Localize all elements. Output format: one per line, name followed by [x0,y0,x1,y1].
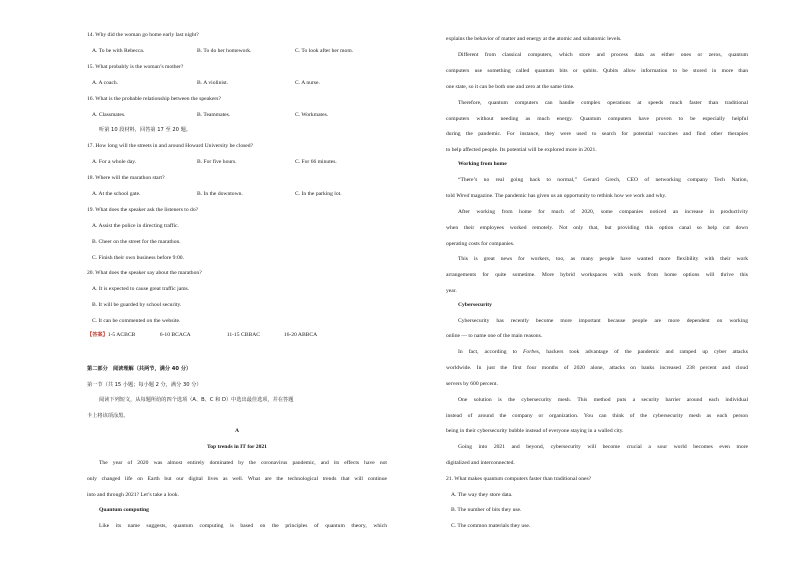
r-line-10-a: told [446,193,457,199]
r-line-22: One solution is the cybersecurity mesh. This method puts a security barrier around each individual [458,397,748,403]
heading-working-from-home: Working from home [458,161,507,167]
q20-stem: 20. What does the speaker say about the marathon? [87,270,202,276]
q19-option-a: A. Assist the police in directing traffic. [92,223,179,229]
q17-option-c: C. For 66 minutes. [295,159,337,165]
q15-options [92,79,320,87]
r-line-16: year. [446,288,457,294]
answer-group-1: 1-5 ACBCB [107,332,136,338]
q19-option-c: C. Finish their own business before 9:00. [92,255,184,261]
r-line-6: computers without needing as much energy. Quantum computers have proven to be especially helpful [446,116,748,122]
r-line-10-b: magazine. The pandemic has given us an opportunity to rethink how we work and why. [469,193,667,199]
wired-magazine-name: Wired [456,193,470,199]
q21-option-c: C. The common materials they use. [451,523,531,529]
r-line-18: online — to name one of the main reasons. [446,333,543,339]
r-line-20: worldwide. In just the first four months of 2020 alone, attacks on banks increased 238 percent and cloud [446,365,748,371]
r-line-9: “There’s no real going back to normal,” Gerard Grech, CEO of networking company Tech Nation, [458,177,748,183]
r-line-10 [446,192,666,200]
r-line-5: Therefore, quantum computers can handle complex operations at speeds much faster than traditional [458,100,748,106]
instructions-line-2: 卡上将该项涂黑。 [87,413,129,419]
q14-stem: 14. Why did the woman go home early last night? [87,32,199,38]
q18-stem: 18. Where will the marathon start? [87,175,165,181]
r-line-23: instead of around the company or organization. You can think of the cybersecurity mesh as each person [446,413,748,419]
instructions-line-1: 阅读下列短文，从每题所给的四个选项（A、B、C 和 D）中选出最佳选项，并在答题 [99,397,294,403]
r-line-4: one state, so it can be both one and zero at the same time. [446,84,575,90]
r-line-19 [458,348,748,356]
q21-option-b: B. The number of bits they use. [451,507,522,513]
q15-stem: 15. What probably is the woman’s mother? [87,64,184,70]
q17-option-a: A. For a whole day. [92,159,137,165]
r-line-15: arrangements for quite sometime. More hybrid workspaces with work from home options will thrive this [446,272,748,278]
answer-key [87,331,317,339]
answer-group-3: 11-15 CBBAC [226,332,260,338]
q17-stem: 17. How long will the streets in and around Howard University be closed? [87,143,254,149]
q15-option-b: B. A violinist. [197,80,229,86]
q19-stem: 19. What does the speaker ask the listeners to do? [87,207,199,213]
q15-option-a: A. A coach. [92,80,119,86]
r-line-7: during the pandemic. For instance, they were used to search for potential vaccines and find other therapies [446,131,748,137]
q18-option-b: B. In the downtown. [197,191,243,197]
q14-options [92,47,353,55]
r-line-12: when their employees worked remotely. Not only that, but providing this option canal so help cut down [446,225,748,231]
r-line-19-a: In fact, according to [458,349,523,355]
q16-option-c: C. Workmates. [295,112,329,118]
r-line-17: Cybersecurity has recently become more important because people are more dependent on working [458,318,748,324]
q16-option-b: B. Teammates. [197,112,231,118]
r-line-8: to help affected people. Its potential will be explored more in 2021. [446,147,597,153]
forbes-name: Forbes [523,349,539,355]
q16-options [92,111,328,119]
r-line-13: operating costs for companies. [446,241,515,247]
q20-option-a: A. It is expected to cause great traffic jams. [92,286,190,292]
passage-title: Top trends in IT for 2021 [207,444,267,450]
r-line-3: computers use something called quantum bits or qubits. Qubits allow information to be stored in more than [446,68,748,74]
r-line-24: being in their cybersecurity bubble instead of everyone staying in a walled city. [446,428,624,434]
passage-letter: A [234,428,240,434]
q16-stem: 16. What is the probable relationship between the speakers? [87,96,221,102]
p1-line-1: The year of 2020 was almost entirely dominated by the coronavirus pandemic, and its effects have not [99,460,387,466]
q16-option-a: A. Classmates. [92,112,126,118]
part2-title: 第二部分 阅读理解（共两节，满分 40 分） [87,366,192,372]
q18-option-a: A. At the school gate. [92,191,141,197]
q15-option-c: C. A nurse. [295,80,320,86]
q19-option-b: B. Cheer on the street for the marathon. [92,239,181,245]
heading-cybersecurity: Cybersecurity [458,302,492,308]
q20-option-b: B. It will be guarded by school security. [92,302,182,308]
q14-option-c: C. To look after her mom. [295,48,354,54]
r-line-25: Going into 2021 and beyond, cybersecurity will become crucial a sour world becomes even more [458,444,748,450]
r-line-19-b: , hackers took advantage of the pandemic and ramped up cyber attacks [538,349,748,355]
r-line-2: Different from classical computers, which store and process data as either ones or zeros, quantum [458,52,748,58]
q17-option-b: B. For five hours. [197,159,237,165]
heading-quantum-computing: Quantum computing [99,507,149,513]
q18-option-c: C. In the parking lot. [295,191,342,197]
answer-tag: 【答案】 [87,332,108,338]
answer-group-2: 6-10 BCACA [159,332,191,338]
q18-options [92,190,342,198]
r-line-14: This is great news for workers, too, as many people have wanted more flexibility with their work [458,256,748,262]
r-line-21: servers by 600 percent. [446,381,498,387]
material-10-note: 听第 10 段材料，回答第 17 至 20 题。 [99,127,191,133]
p1-line-2: only changed life on Earth but our digital lives as well. What are the technological trends that will continue [87,476,387,482]
r-line-1: explains the behavior of matter and energy at the atomic and subatomic levels. [446,36,622,42]
r-line-26: digitalized and interconnected. [446,460,515,466]
r-line-11: After working from home for much of 2020, some companies noticed an increase in productivity [458,209,748,215]
p2-line-1: Like its name suggests, quantum computing is based on the principles of quantum theory, which [99,523,387,529]
p1-line-3: into and through 2021? Let’s take a look. [87,492,179,498]
answer-group-4: 16-20 ABBCA [283,332,318,338]
q21-stem: 21. What makes quantum computers faster than traditional ones? [446,476,592,482]
q21-option-a: A. The way they store data. [451,492,513,498]
q17-options [92,158,337,166]
q14-option-a: A. To be with Rebecca. [92,48,145,54]
q14-option-b: B. To do her homework. [197,48,252,54]
q20-option-c: C. It can be commented on the website. [92,318,181,324]
section1-title: 第一节（共 15 小题；每小题 2 分，满分 30 分） [87,382,202,388]
